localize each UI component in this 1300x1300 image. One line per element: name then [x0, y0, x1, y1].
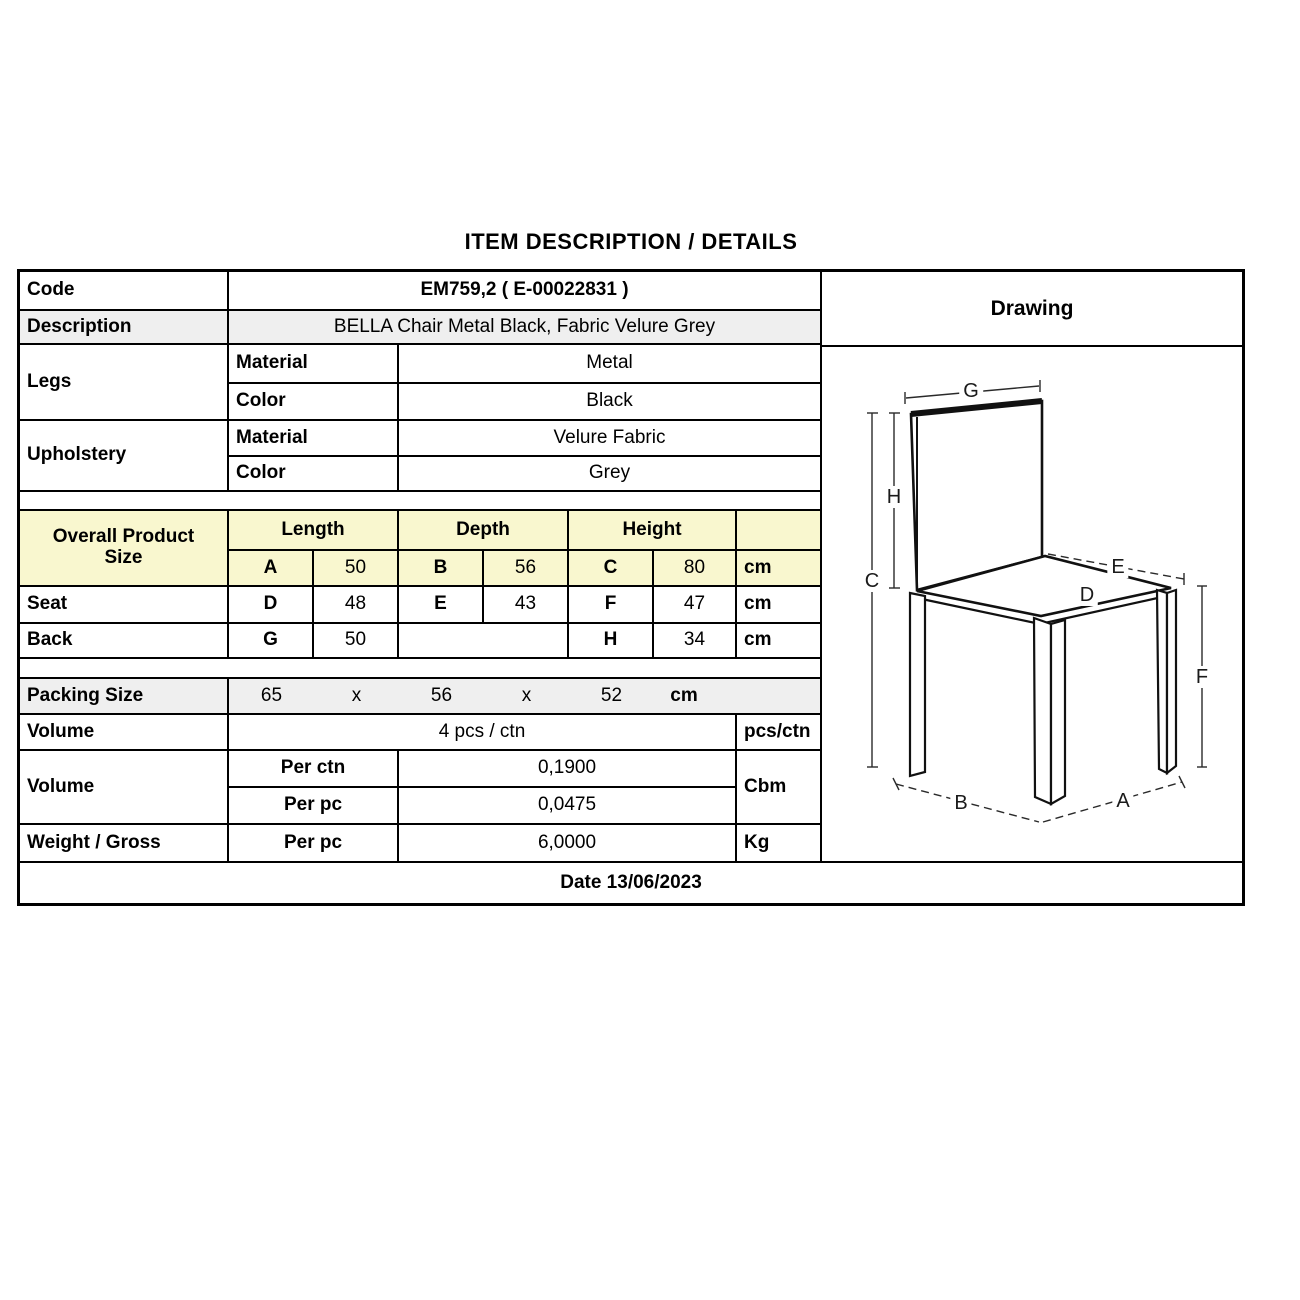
chair-leg-right-left-face — [1157, 590, 1167, 773]
per-ctn-value-cell: 0,1900 — [397, 749, 735, 786]
overall-size-label-line2: Size — [104, 547, 143, 568]
volume-pcs-label-cell: Volume — [20, 713, 227, 749]
chair-technical-drawing — [820, 345, 1242, 861]
dim-label-b: B — [950, 792, 971, 814]
legs-color-value-cell: Black — [397, 382, 820, 419]
seat-dim-value-d: 48 — [312, 585, 397, 622]
seat-dim-letter-f: F — [567, 585, 652, 622]
seat-label-cell: Seat — [20, 585, 227, 622]
chair-leg-front-right-face — [1051, 620, 1065, 804]
overall-size-label-cell — [20, 509, 227, 585]
overall-dim-letter-c: C — [567, 549, 652, 585]
volume-cbm-label-cell: Volume — [20, 749, 227, 823]
height-header-cell: Height — [567, 509, 735, 549]
unit-header-cell — [735, 509, 820, 549]
code-value-cell: EM759,2 ( E-00022831 ) — [227, 272, 820, 309]
back-label-cell: Back — [20, 622, 227, 657]
chair-shape — [910, 401, 1176, 804]
packing-x2: x — [521, 684, 532, 706]
per-ctn-label-cell: Per ctn — [227, 749, 397, 786]
overall-dim-letter-a: A — [227, 549, 312, 585]
packing-depth: 56 — [430, 684, 453, 706]
dim-label-f: F — [1192, 666, 1212, 688]
cbm-unit-cell: Cbm — [735, 749, 820, 823]
chair-leg-rear-left — [910, 593, 925, 776]
dim-label-e: E — [1107, 556, 1128, 578]
packing-height: 52 — [600, 684, 623, 706]
upholstery-material-value-cell: Velure Fabric — [397, 419, 820, 455]
back-empty-cell — [397, 622, 567, 657]
legs-color-label-cell: Color — [227, 382, 397, 419]
overall-dim-value-a: 50 — [312, 549, 397, 585]
length-header-cell: Length — [227, 509, 397, 549]
seat-dim-letter-d: D — [227, 585, 312, 622]
dim-label-g: G — [959, 380, 983, 402]
date-cell: Date 13/06/2023 — [20, 861, 1242, 903]
seat-unit-cell: cm — [735, 585, 820, 622]
code-label-cell: Code — [27, 279, 75, 301]
chair-leg-right-right-face — [1167, 590, 1176, 773]
back-dim-letter-g: G — [227, 622, 312, 657]
overall-unit-cell: cm — [735, 549, 820, 585]
seat-dim-value-e: 43 — [482, 585, 567, 622]
spacer-row — [20, 657, 820, 677]
weight-per-pc-label-cell: Per pc — [227, 823, 397, 861]
weight-unit-cell: Kg — [735, 823, 820, 861]
upholstery-label-cell: Upholstery — [20, 419, 227, 490]
dim-label-d: D — [1076, 584, 1098, 606]
dim-label-a: A — [1112, 790, 1133, 812]
overall-size-label-line1: Overall Product — [52, 526, 195, 548]
per-pc-value-cell: 0,0475 — [397, 786, 735, 823]
weight-value-cell: 6,0000 — [397, 823, 735, 861]
spacer-row — [20, 490, 820, 509]
chair-drawing-svg — [820, 345, 1242, 861]
per-pc-label-cell: Per pc — [227, 786, 397, 823]
seat-dim-value-f: 47 — [652, 585, 735, 622]
page-title: ITEM DESCRIPTION / DETAILS — [464, 229, 798, 254]
packing-x1: x — [351, 684, 362, 706]
volume-pcs-unit-cell: pcs/ctn — [735, 713, 820, 749]
packing-value-cell — [227, 677, 820, 713]
back-dim-letter-h: H — [567, 622, 652, 657]
back-dim-value-h: 34 — [652, 622, 735, 657]
back-unit-cell: cm — [735, 622, 820, 657]
description-label-cell: Description — [20, 309, 227, 343]
depth-header-cell: Depth — [397, 509, 567, 549]
upholstery-material-label-cell: Material — [227, 419, 397, 455]
upholstery-color-label-cell: Color — [227, 455, 397, 490]
seat-dim-letter-e: E — [397, 585, 482, 622]
dim-label-c: C — [861, 570, 883, 592]
legs-label-cell: Legs — [20, 343, 227, 419]
weight-label-cell: Weight / Gross — [20, 823, 227, 861]
legs-material-value-cell: Metal — [397, 343, 820, 382]
overall-dim-value-b: 56 — [482, 549, 567, 585]
legs-material-label-cell: Material — [227, 343, 397, 382]
chair-leg-front-left-face — [1034, 618, 1051, 804]
packing-length: 65 — [260, 684, 283, 706]
back-dim-value-g: 50 — [312, 622, 397, 657]
overall-dim-letter-b: B — [397, 549, 482, 585]
overall-dim-value-c: 80 — [652, 549, 735, 585]
packing-label-cell: Packing Size — [20, 677, 227, 713]
upholstery-color-value-cell: Grey — [397, 455, 820, 490]
packing-unit: cm — [670, 684, 698, 706]
description-value-cell: BELLA Chair Metal Black, Fabric Velure Grey — [227, 309, 820, 343]
drawing-header-cell: Drawing — [820, 272, 1242, 345]
dim-label-h: H — [883, 486, 905, 508]
volume-pcs-value-cell: 4 pcs / ctn — [227, 713, 735, 749]
